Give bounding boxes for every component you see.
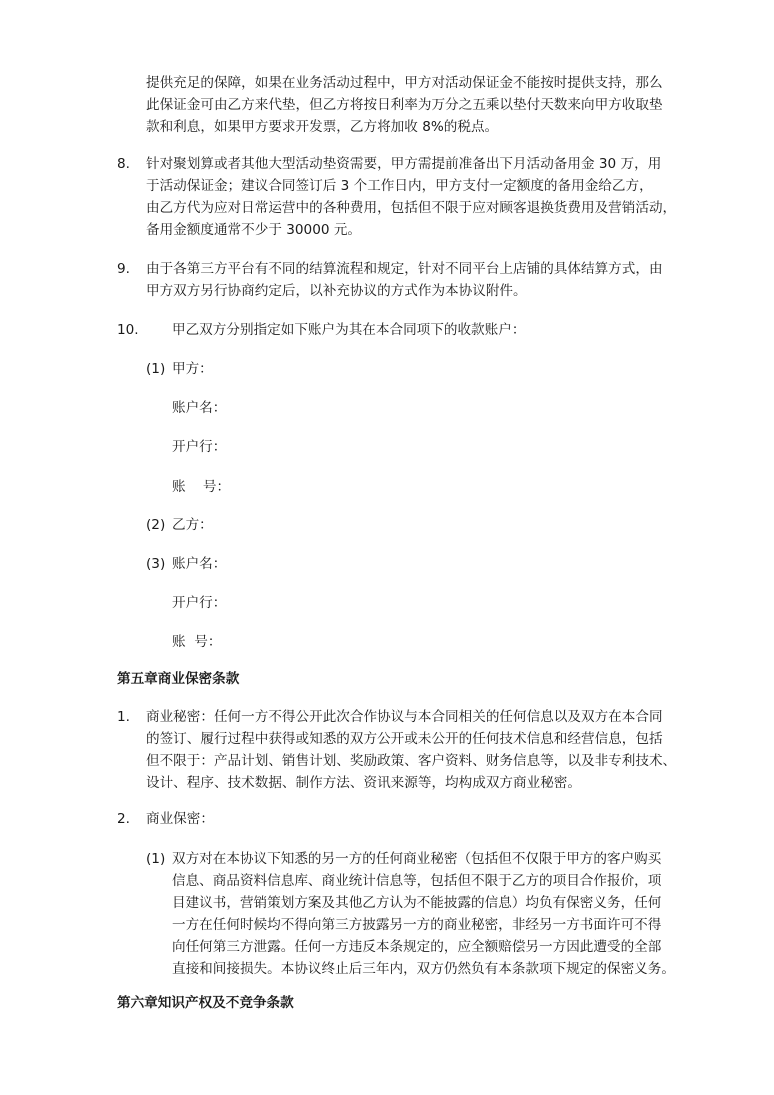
paragraph-line: 的签订、履行过程中获得或知悉的双方公开或未公开的任何技术信息和经营信息，包括 (146, 731, 663, 747)
item-number: 10. (117, 322, 139, 338)
paragraph-line: 信息、商品资料信息库、商业统计信息等，包括但不限于乙方的项目合作报价，项 (172, 873, 662, 889)
party-a-label: 甲方： (172, 361, 213, 377)
paragraph-line: 商业秘密：任何一方不得公开此次合作协议与本合同相关的任何信息以及双方在本合同 (146, 709, 663, 725)
paragraph-line: 向任何第三方泄露。任何一方违反本条规定的，应全额赔偿另一方因此遭受的全部 (172, 939, 662, 955)
paragraph-line: 目建议书，营销策划方案及其他乙方认为不能披露的信息）均负有保密义务，任何 (172, 895, 662, 911)
paragraph-line: 此保证金可由乙方来代垫，但乙方将按日利率为万分之五乘以垫付天数来向甲方收取垫 (146, 97, 663, 113)
confidentiality-text (172, 848, 675, 980)
bank-label: 开户行： (172, 439, 227, 455)
paragraph-line: 备用金额度通常不少于 30000 元。 (146, 222, 362, 238)
trade-secret-text (146, 706, 676, 794)
paragraph-line: 由乙方代为应对日常运营中的各种费用，包括但不限于应对顾客退换货费用及营销活动， (146, 200, 677, 216)
account-number-label: 账 号： (172, 479, 231, 495)
chapter-heading: 第六章知识产权及不竞争条款 (117, 995, 294, 1011)
paragraph-line: 款和利息，如果甲方要求开发票，乙方将加收 8%的税点。 (146, 119, 499, 135)
paragraph-line: 于活动保证金；建议合同签订后 3 个工作日内，甲方支付一定额度的备用金给乙方， (146, 178, 653, 194)
paragraph-line: 但不限于：产品计划、销售计划、奖励政策、客户资料、财务信息等，以及非专利技术、 (146, 753, 677, 769)
sub-item-number: (3) (146, 556, 166, 572)
sub-item-number: (1) (146, 851, 166, 867)
item-number: 1. (117, 709, 130, 725)
paragraph-line: 双方对在本协议下知悉的另一方的任何商业秘密（包括但不仅限于甲方的客户购买 (172, 851, 662, 867)
sub-item-number: (1) (146, 361, 166, 377)
paragraph-line: 提供充足的保障，如果在业务活动过程中，甲方对活动保证金不能按时提供支持，那么 (146, 75, 663, 91)
paragraph-line: 甲方双方另行协商约定后，以补充协议的方式作为本协议附件。 (146, 283, 527, 299)
item-number: 8. (117, 156, 130, 172)
sub-item-number: (2) (146, 517, 166, 533)
item-number: 9. (117, 261, 130, 277)
paragraph-line: 针对聚划算或者其他大型活动垫资需要，甲方需提前准备出下月活动备用金 30 万，用 (146, 156, 662, 172)
paragraph-line: 由于各第三方平台有不同的结算流程和规定，针对不同平台上店铺的具体结算方式，由 (146, 261, 663, 277)
item-9-text (146, 258, 663, 302)
item-8-text (146, 153, 676, 241)
account-name-label: 账户名： (172, 556, 227, 572)
account-number-label: 账 号： (172, 634, 222, 650)
paragraph-line: 一方在任何时候均不得向第三方披露另一方的商业秘密，非经另一方书面许可不得 (172, 917, 662, 933)
party-b-label: 乙方： (172, 517, 213, 533)
item-10-text: 甲乙双方分别指定如下账户为其在本合同项下的收款账户： (172, 322, 526, 338)
item-number: 2. (117, 811, 130, 827)
confidentiality-label: 商业保密： (146, 811, 214, 827)
paragraph-line: 直接和间接损失。本协议终止后三年内，双方仍然负有本条款项下规定的保密义务。 (172, 961, 675, 977)
paragraph-line: 设计、程序、技术数据、制作方法、资讯来源等，均构成双方商业秘密。 (146, 775, 581, 791)
account-name-label: 账户名： (172, 400, 227, 416)
chapter-heading: 第五章商业保密条款 (117, 671, 240, 687)
bank-label: 开户行： (172, 595, 227, 611)
continued-paragraph (146, 72, 663, 138)
